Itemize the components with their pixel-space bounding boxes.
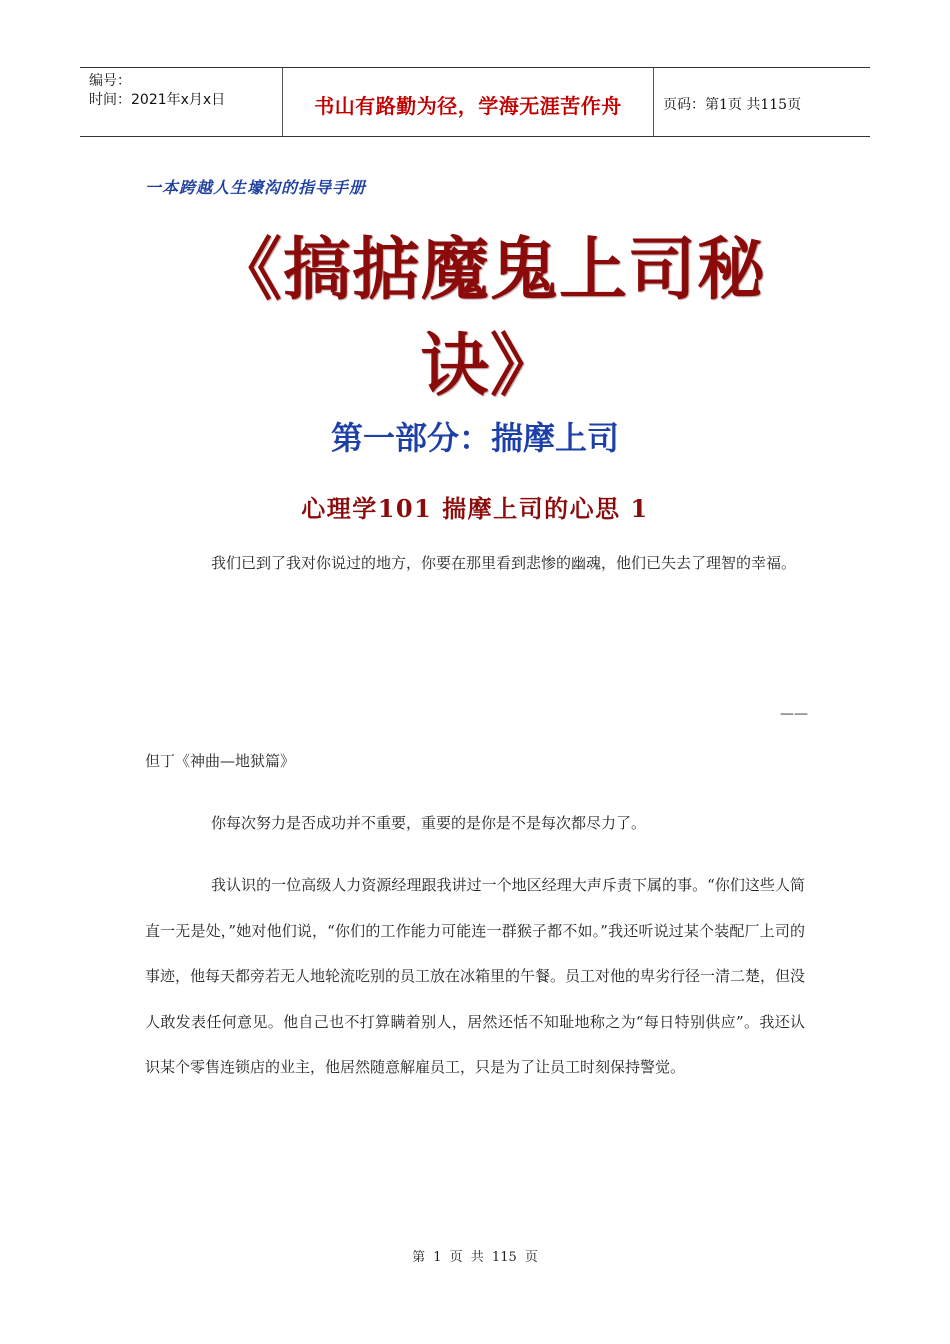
body-paragraph: 我认识的一位高级人力资源经理跟我讲过一个地区经理大声斥责下属的事。“你们这些人简直一无是处，”她对他们说，“你们的工作能力可能连一群猴子都不如。”我还听说过某个装配厂上司的事迹，他每天都旁若无人地轮流吃别的员工放在冰箱里的午餐。员工对他的卑劣行径一清二楚，但没人敢发表任何意见。他自己也不打算瞒着别人，居然还恬不知耻地称之为“每日特别供应”。我还认识某个零售连锁店的业主，他居然随意解雇员工，只是为了让员工时刻保持警觉。 — [145, 876, 806, 1076]
tagline: 一本跨越人生壕沟的指导手册 — [145, 178, 367, 197]
page-footer: 第 1 页 共 115 页 — [412, 1250, 538, 1265]
quote-attribution: 但丁《神曲—地狱篇》 — [145, 752, 296, 770]
document-title: 《搞掂魔鬼上司秘诀》 — [213, 230, 766, 406]
body-paragraph: 你每次努力是否成功并不重要，重要的是你是不是每次都尽力了。 — [211, 814, 647, 832]
header-motto: 书山有路勤为径，学海无涯苦作舟 — [282, 68, 654, 136]
serial-label: 编号： — [89, 73, 131, 89]
date-label: 时间：2021年x月x日 — [89, 92, 226, 108]
part-title: 第一部分：揣摩上司 — [330, 419, 619, 457]
header-page-info: 页码：第1页 共115页 — [663, 97, 802, 113]
quote-paragraph: 我们已到了我对你说过的地方，你要在那里看到悲惨的幽魂，他们已失去了理智的幸福。 — [211, 554, 797, 572]
quote-dash: —— — [780, 706, 808, 722]
header-left-cell — [80, 68, 282, 136]
chapter-title: 心理学101 揣摩上司的心思 1 — [301, 494, 649, 523]
page-header — [80, 67, 870, 137]
